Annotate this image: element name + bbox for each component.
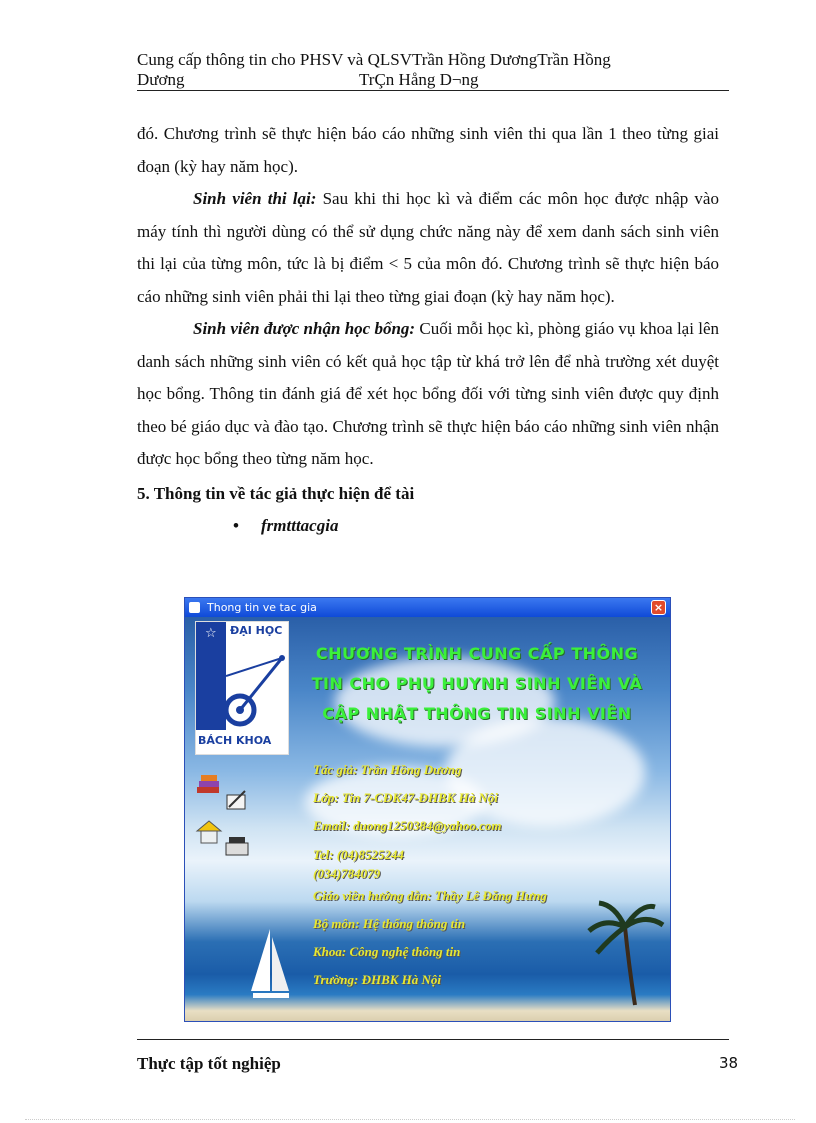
page-number: 38 — [719, 1054, 739, 1072]
window-client-area — [185, 617, 670, 1022]
author-phone-2: (034)784079 — [313, 866, 381, 881]
author-name: Tác giả: Trần Hồng Dương — [313, 762, 462, 777]
document-body — [137, 118, 719, 543]
app-title-line-3: CẬP NHẬT THÔNG TIN SINH VIÊN — [322, 704, 632, 723]
sailboat-icon — [245, 927, 295, 1007]
paragraph-2-text: Sau khi thi học kì và điểm các môn học được nhập vào máy tính thì người dùng có thể sử dụng chức năng này để xem danh sách sinh viên thi lại của từng môn, tức là bị điểm < 5 của môn đó. Chương trình sẽ thực hiện báo cáo những sinh viên phải thi lại theo từng giai đoạn (kỳ hay năm học). — [137, 189, 719, 306]
logo-text-bottom: BÁCH KHOA — [198, 734, 272, 747]
palm-tree-icon — [585, 897, 665, 1007]
author-info-window — [184, 597, 671, 1022]
header-line-1: Cung cấp thông tin cho PHSV và QLSVTrần Hồng DươngTrần Hồng — [137, 50, 611, 69]
author-class: Lớp: Tin 7-CĐK47-ĐHBK Hà Nội — [313, 790, 498, 805]
logo-star-icon: ☆ — [205, 626, 217, 641]
window-title: Thong tin ve tac gia — [207, 601, 317, 614]
logo-text-top: ĐẠI HỌC — [230, 624, 283, 637]
page-bottom-border — [25, 1119, 795, 1120]
section-heading: 5. Thông tin về tác giả thực hiện để tài — [137, 483, 415, 503]
department: Bộ môn: Hệ thống thông tin — [313, 916, 466, 931]
author-phone-1: Tel: (04)8525244 — [313, 847, 404, 862]
window-titlebar[interactable] — [185, 598, 670, 617]
paragraph-3 — [137, 313, 719, 476]
bullet-dot: • — [233, 516, 239, 535]
app-title-line-1: CHƯƠNG TRÌNH CUNG CẤP THÔNG — [315, 644, 639, 663]
paragraph-2 — [137, 183, 719, 313]
page-header — [137, 50, 729, 91]
window-app-icon — [189, 602, 200, 613]
header-line-2-right: TrÇn Hång D¬ng — [359, 70, 479, 89]
house-icon[interactable] — [195, 819, 223, 845]
advisor: Giáo viên hướng dẫn: Thầy Lê Đăng Hưng — [313, 888, 547, 903]
phone-icon[interactable] — [223, 833, 251, 859]
footer-title: Thực tập tốt nghiệp — [137, 1054, 281, 1073]
gear-compass-icon — [226, 640, 288, 730]
university: Trường: ĐHBK Hà Nội — [313, 972, 442, 987]
app-title-line-2: TIN CHO PHỤ HUYNH SINH VIÊN VÀ — [311, 674, 643, 693]
paragraph-3-text: Cuối mỗi học kì, phòng giáo vụ khoa lại lên danh sách những sinh viên có kết quả học tập từ khá trở lên để nhà trường xét duyệt học bổng. Thông tin đánh giá để xét học bổng đối với từng sinh viên được quy định theo bé giáo dục và đào tạo. Chương trình sẽ thực hiện báo cáo những sinh viên nhận được học bổng theo từng năm học. — [137, 319, 719, 468]
close-button[interactable]: × — [651, 600, 666, 615]
faculty: Khoa: Công nghệ thông tin — [313, 944, 461, 959]
paragraph-1: đó. Chương trình sẽ thực hiện báo cáo những sinh viên thi qua lần 1 theo từng giai đoạn (kỳ hay năm học). — [137, 124, 719, 176]
author-email: Email: duong1250384@yahoo.com — [313, 818, 502, 833]
header-line-2-left: Dương — [137, 70, 185, 89]
university-logo — [195, 621, 289, 755]
bullet-text: frmtttacgia — [261, 516, 339, 535]
books-icon[interactable] — [195, 773, 223, 799]
pen-paper-icon[interactable] — [223, 787, 251, 813]
paragraph-3-heading: Sinh viên được nhận học bổng: — [193, 319, 416, 338]
app-title — [297, 639, 657, 729]
footer-divider — [137, 1039, 729, 1040]
paragraph-2-heading: Sinh viên thi lại: — [193, 189, 317, 208]
bullet-item — [137, 510, 719, 543]
header-line-2 — [137, 70, 729, 91]
